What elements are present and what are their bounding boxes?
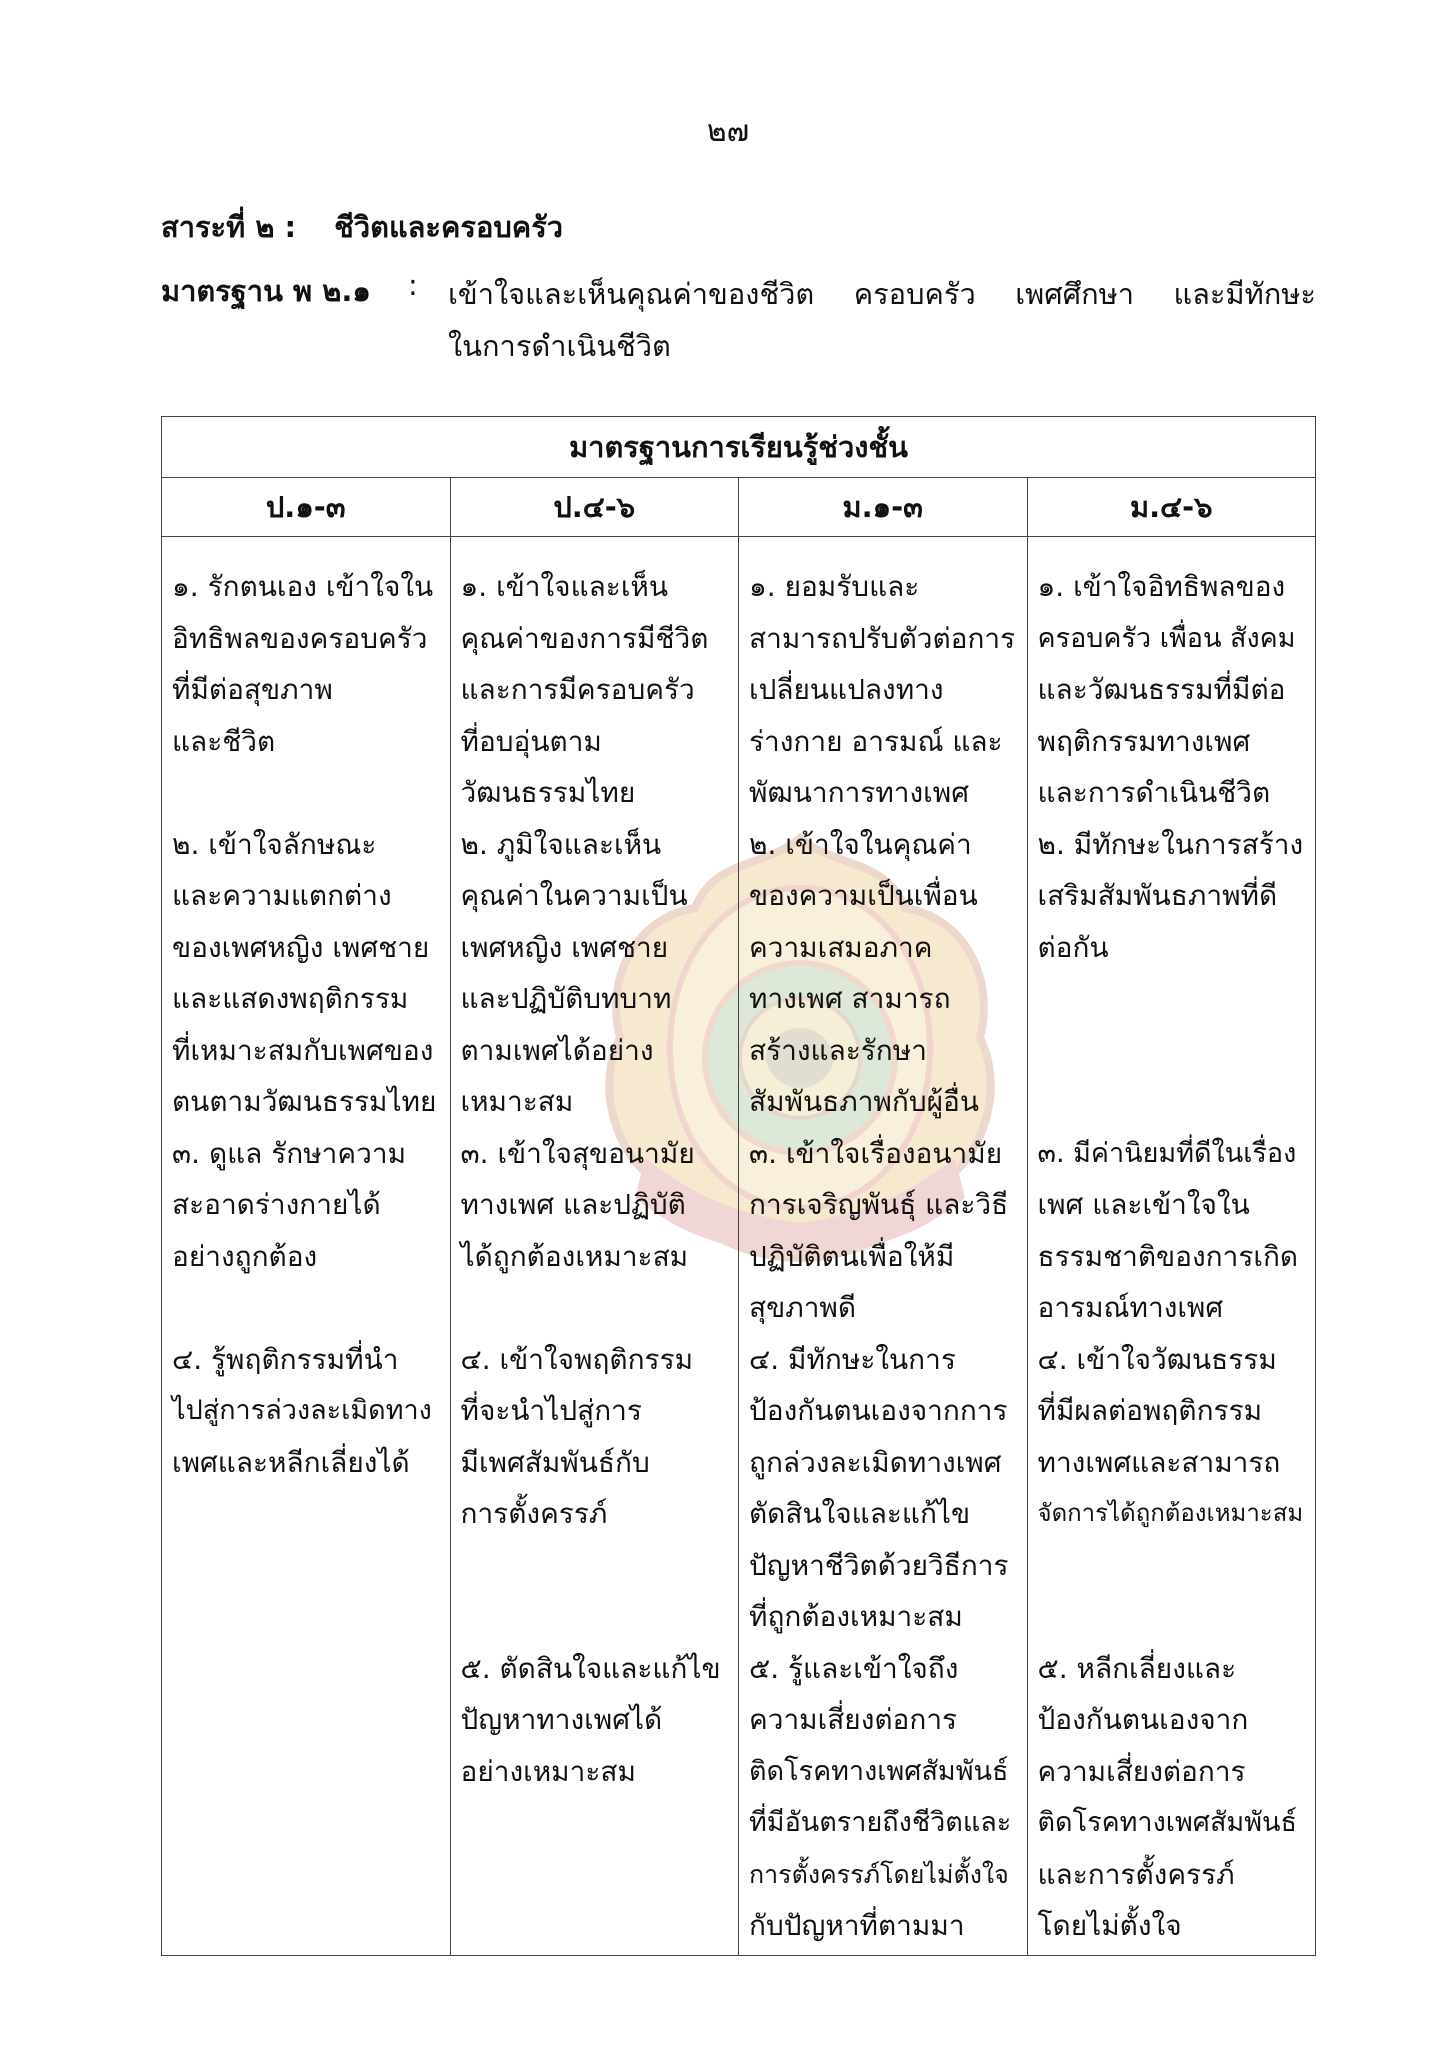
item-line: ร่างกาย อารมณ์ และ <box>749 724 1003 758</box>
item-line: ๔. เข้าใจพฤติกรรม <box>460 1342 694 1376</box>
item-line: เพศและหลีกเลี่ยงได้ <box>172 1445 410 1479</box>
item-line: ของความเป็นเพื่อน <box>749 879 978 912</box>
item-line: ๑. เข้าใจและเห็น <box>460 570 668 603</box>
item-line: การเจริญพันธุ์ และวิธี <box>749 1188 1009 1221</box>
item-line: ตามเพศได้อย่าง <box>460 1033 654 1067</box>
item-line: ๕. หลีกเลี่ยงและ <box>1037 1651 1237 1685</box>
item-line: ๕. รู้และเข้าใจถึง <box>749 1651 959 1685</box>
item-line: และความแตกต่าง <box>172 879 392 912</box>
item-line: ทางเพศและสามารถ <box>1037 1445 1281 1479</box>
grade-header: ป.๑-๓ <box>162 478 451 537</box>
grade-column <box>1027 537 1316 1956</box>
item-line: และการตั้งครรภ์ <box>1037 1857 1235 1891</box>
item-line: และวัฒนธรรมที่มีต่อ <box>1037 673 1286 706</box>
item-line: พฤติกรรมทางเพศ <box>1037 724 1251 758</box>
item-line: ที่มีต่อสุขภาพ <box>172 673 333 706</box>
standard-item <box>749 819 1015 1128</box>
item-line: ๓. เข้าใจเรื่องอนามัย <box>749 1136 1003 1170</box>
item-line: ความเสี่ยงต่อการ <box>749 1703 958 1736</box>
item-line: ๑. รักตนเอง เข้าใจใน <box>172 570 434 603</box>
standard-text-line-2: ในการดำเนินชีวิต <box>448 329 671 363</box>
item-line: ครอบครัว เพื่อน สังคม <box>1037 622 1296 654</box>
item-line: โดยไม่ตั้งใจ <box>1037 1909 1182 1942</box>
grade-header: ป.๔-๖ <box>450 478 739 537</box>
standard-item <box>1038 561 1304 819</box>
item-line: เพศ และเข้าใจใน <box>1037 1188 1250 1221</box>
item-line: ๑. ยอมรับและ <box>749 570 920 603</box>
item-line: ทางเพศ และปฏิบัติ <box>460 1188 686 1221</box>
item-line: การตั้งครรภ์ <box>460 1497 608 1530</box>
item-line: ๒. มีทักษะในการสร้าง <box>1037 827 1304 861</box>
item-line: สัมพันธภาพกับผู้อื่น <box>749 1085 979 1118</box>
item-line: การตั้งครรภ์โดยไม่ตั้งใจ <box>749 1859 1009 1889</box>
standard-item <box>1038 1643 1304 1952</box>
item-line: เสริมสัมพันธภาพที่ดี <box>1037 879 1278 912</box>
item-line: ที่จะนำไปสู่การ <box>460 1394 642 1427</box>
standard-item <box>1038 1334 1304 1643</box>
standard-item <box>172 1128 438 1334</box>
table-header: มาตรฐานการเรียนรู้ช่วงชั้น <box>162 417 1316 478</box>
item-line: ไปสู่การล่วงละเมิดทาง <box>172 1395 432 1426</box>
standard-item <box>461 819 727 1128</box>
item-line: ตนตามวัฒนธรรมไทย <box>172 1085 437 1118</box>
standard-item <box>749 1128 1015 1334</box>
strand-title: ชีวิตและครอบครัว <box>334 210 564 244</box>
item-line: และปฏิบัติบทบาท <box>460 982 672 1015</box>
item-line: ๒. เข้าใจในคุณค่า <box>749 827 972 861</box>
standard-item <box>172 1334 438 1489</box>
item-line: ทางเพศ สามารถ <box>749 982 951 1015</box>
standard-item <box>461 1128 727 1334</box>
page-number: ๒๗ <box>706 114 750 149</box>
item-line: กับปัญหาที่ตามมา <box>749 1909 965 1942</box>
standard-item <box>461 1334 727 1643</box>
item-line: ของเพศหญิง เพศชาย <box>172 930 430 964</box>
grade-column <box>739 537 1028 1956</box>
standard-label: มาตรฐาน พ ๒.๑ <box>161 274 371 308</box>
standard-item <box>1038 819 1304 1128</box>
standard-item <box>172 819 438 1128</box>
item-line: พัฒนาการทางเพศ <box>749 776 969 809</box>
grade-header: ม.๔-๖ <box>1027 478 1316 537</box>
grade-column <box>450 537 739 1956</box>
item-line: ปัญหาชีวิตด้วยวิธีการ <box>749 1548 1009 1582</box>
standard-item <box>749 1334 1015 1643</box>
item-line: ตัดสินใจและแก้ไข <box>749 1497 971 1530</box>
item-line: ถูกล่วงละเมิดทางเพศ <box>749 1445 1002 1479</box>
item-line: ๓. มีค่านิยมที่ดีในเรื่อง <box>1037 1137 1297 1169</box>
standard-item <box>172 561 438 819</box>
item-line: สุขภาพดี <box>749 1291 857 1324</box>
item-line: ธรรมชาติของการเกิด <box>1037 1239 1299 1273</box>
item-line: คุณค่าของการมีชีวิต <box>460 621 709 655</box>
standard-item <box>749 1643 1015 1952</box>
standard-text-line-1: เข้าใจและเห็นคุณค่าของชีวิต ครอบครัว เพศศึกษา และมีทักษะ <box>448 277 1316 311</box>
item-line: ๔. มีทักษะในการ <box>749 1342 956 1376</box>
item-line: ๔. เข้าใจวัฒนธรรม <box>1037 1342 1277 1376</box>
item-line: มีเพศสัมพันธ์กับ <box>460 1445 650 1479</box>
item-line: และการดำเนินชีวิต <box>1037 776 1271 809</box>
item-line: ๑. เข้าใจอิทธิพลของ <box>1037 570 1286 603</box>
item-line: และการมีครอบครัว <box>460 673 695 706</box>
item-line: ต่อกัน <box>1037 930 1109 964</box>
item-line: จัดการได้ถูกต้องเหมาะสม <box>1037 1499 1304 1527</box>
item-line: ปัญหาทางเพศได้ <box>460 1703 663 1736</box>
item-line: เพศหญิง เพศชาย <box>460 930 669 964</box>
item-line: ที่อบอุ่นตาม <box>460 724 602 758</box>
item-line: ๕. ตัดสินใจและแก้ไข <box>460 1651 721 1685</box>
item-line: และชีวิต <box>172 724 276 758</box>
item-line: เปลี่ยนแปลงทาง <box>749 673 944 706</box>
grade-column <box>162 537 451 1956</box>
item-line: ความเสมอภาค <box>749 930 933 964</box>
standard-colon: : <box>408 268 418 302</box>
item-line: ที่เหมาะสมกับเพศของ <box>172 1033 434 1067</box>
item-line: วัฒนธรรมไทย <box>460 776 636 809</box>
item-line: อย่างถูกต้อง <box>172 1239 318 1273</box>
item-line: ป้องกันตนเองจาก <box>1037 1703 1249 1736</box>
item-line: ติดโรคทางเพศสัมพันธ์ <box>749 1755 1009 1787</box>
item-line: ๓. เข้าใจสุขอนามัย <box>460 1136 695 1170</box>
item-line: อย่างเหมาะสม <box>460 1754 636 1788</box>
standard-item <box>461 1643 727 1798</box>
standard-item <box>1038 1128 1304 1334</box>
item-line: สะอาดร่างกายได้ <box>172 1188 381 1221</box>
item-line: ได้ถูกต้องเหมาะสม <box>460 1239 689 1273</box>
item-line: ป้องกันตนเองจากการ <box>749 1394 1008 1427</box>
item-line: อิทธิพลของครอบครัว <box>172 621 428 655</box>
item-line: ๒. เข้าใจลักษณะ <box>172 827 377 861</box>
item-line: ๓. ดูแล รักษาความ <box>172 1136 407 1170</box>
item-line: ๔. รู้พฤติกรรมที่นำ <box>172 1342 399 1376</box>
item-line: ที่มีผลต่อพฤติกรรม <box>1037 1394 1263 1427</box>
item-line: และแสดงพฤติกรรม <box>172 982 409 1015</box>
strand-heading <box>161 204 563 250</box>
item-line: ๒. ภูมิใจและเห็น <box>460 827 662 861</box>
item-line: ความเสี่ยงต่อการ <box>1037 1754 1246 1788</box>
item-line: สร้างและรักษา <box>749 1033 927 1067</box>
item-line: สามารถปรับตัวต่อการ <box>749 621 1016 655</box>
item-line: ปฏิบัติตนเพื่อให้มี <box>749 1239 955 1273</box>
standard-item <box>749 561 1015 819</box>
item-line: ที่ถูกต้องเหมาะสม <box>749 1600 963 1633</box>
standard-item <box>461 561 727 819</box>
strand-label: สาระที่ ๒ : <box>161 210 297 244</box>
item-line: เหมาะสม <box>460 1085 574 1118</box>
grade-header: ม.๑-๓ <box>739 478 1028 537</box>
item-line: ที่มีอันตรายถึงชีวิตและ <box>749 1807 1012 1838</box>
item-line: อารมณ์ทางเพศ <box>1037 1291 1224 1324</box>
item-line: คุณค่าในความเป็น <box>460 879 688 912</box>
learning-standards-table <box>161 416 1316 1956</box>
item-line: ติดโรคทางเพศสัมพันธ์ <box>1037 1807 1297 1838</box>
